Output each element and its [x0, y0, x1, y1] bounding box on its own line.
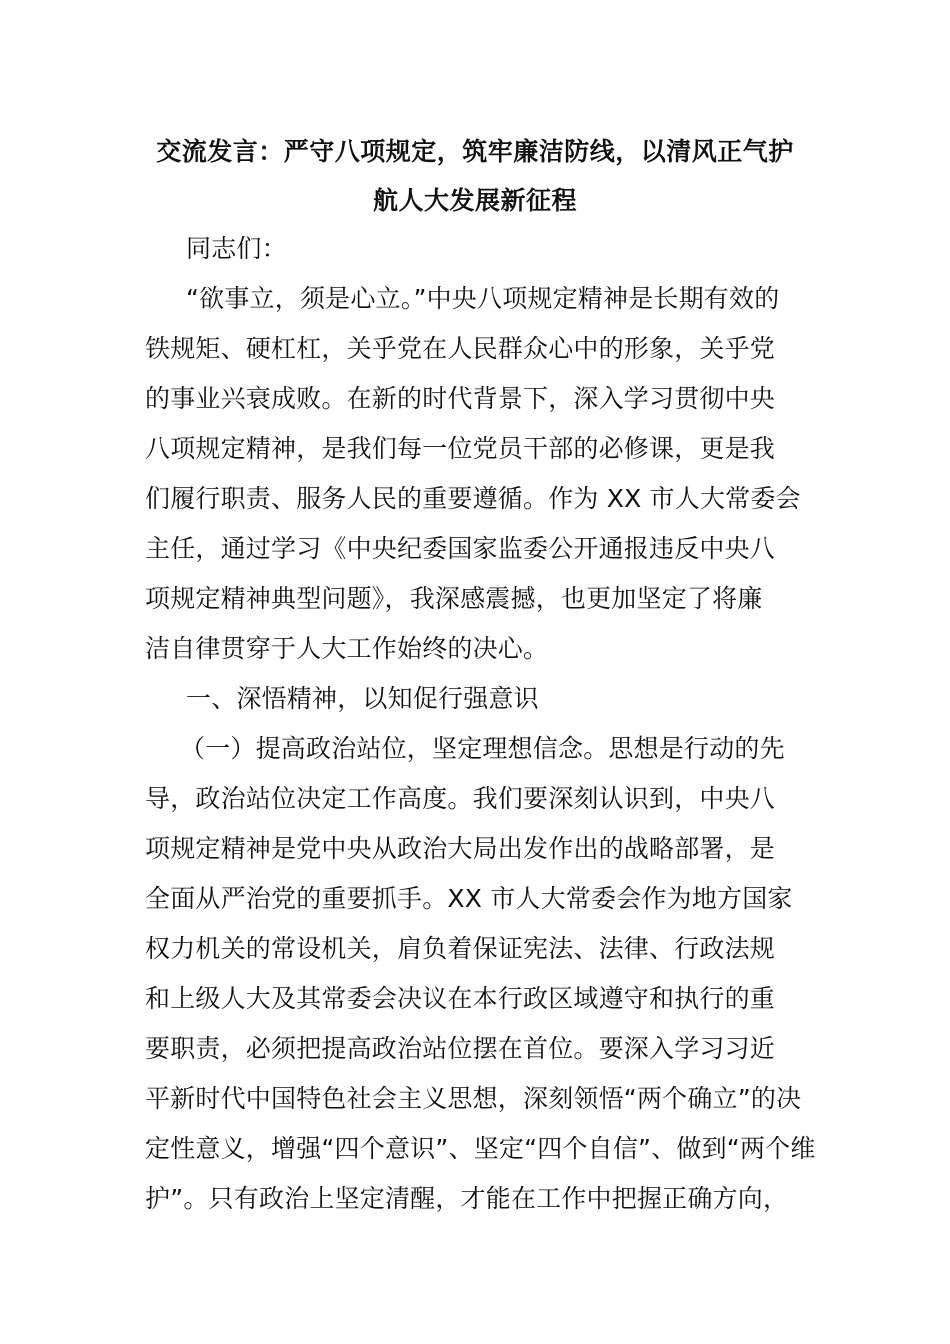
body-line: 铁规矩、硬杠杠，关乎党在人民群众心中的形象，关乎党	[145, 334, 776, 363]
body-line: 护”。只有政治上坚定清醒，才能在工作中把握正确方向，	[145, 1184, 789, 1213]
body-line: 定性意义，增强“四个意识”、坚定“四个自信”、做到“两个维	[145, 1134, 816, 1163]
subsection-line: （一）提高政治站位，坚定理想信念。思想是行动的先	[180, 734, 785, 763]
body-line: 项规定精神典型问题》，我深感震撼，也更加坚定了将廉	[145, 584, 763, 613]
salutation: 同志们：	[186, 234, 287, 263]
document-title-line-2: 航人大发展新征程	[372, 186, 577, 215]
document-title-line-1: 交流发言：严守八项规定，筑牢廉洁防线，以清风正气护	[156, 137, 794, 166]
body-line: 们履行职责、服务人民的重要遵循。作为 XX 市人大常委会	[145, 484, 801, 513]
body-line: 项规定精神是党中央从政治大局出发作出的战略部署，是	[145, 834, 776, 863]
body-line: 八项规定精神，是我们每一位党员干部的必修课，更是我	[145, 434, 776, 463]
body-line: 全面从严治党的重要抓手。XX 市人大常委会作为地方国家	[145, 884, 793, 913]
body-line: 洁自律贯穿于人大工作始终的决心。	[145, 634, 549, 663]
body-line: “欲事立，须是心立。”中央八项规定精神是长期有效的	[186, 284, 780, 313]
body-line: 主任，通过学习《中央纪委国家监委公开通报违反中央八	[145, 534, 776, 563]
body-line: 权力机关的常设机关，肩负着保证宪法、法律、行政法规	[145, 934, 776, 963]
body-line: 导，政治站位决定工作高度。我们要深刻认识到，中央八	[145, 784, 776, 813]
body-line: 要职责，必须把提高政治站位摆在首位。要深入学习习近	[145, 1034, 776, 1063]
section-heading: 一、深悟精神，以知促行强意识	[186, 684, 539, 713]
body-line: 的事业兴衰成败。在新的时代背景下，深入学习贯彻中央	[145, 384, 776, 413]
body-line: 和上级人大及其常委会决议在本行政区域遵守和执行的重	[145, 984, 776, 1013]
body-line: 平新时代中国特色社会主义思想，深刻领悟“两个确立”的决	[145, 1084, 802, 1113]
